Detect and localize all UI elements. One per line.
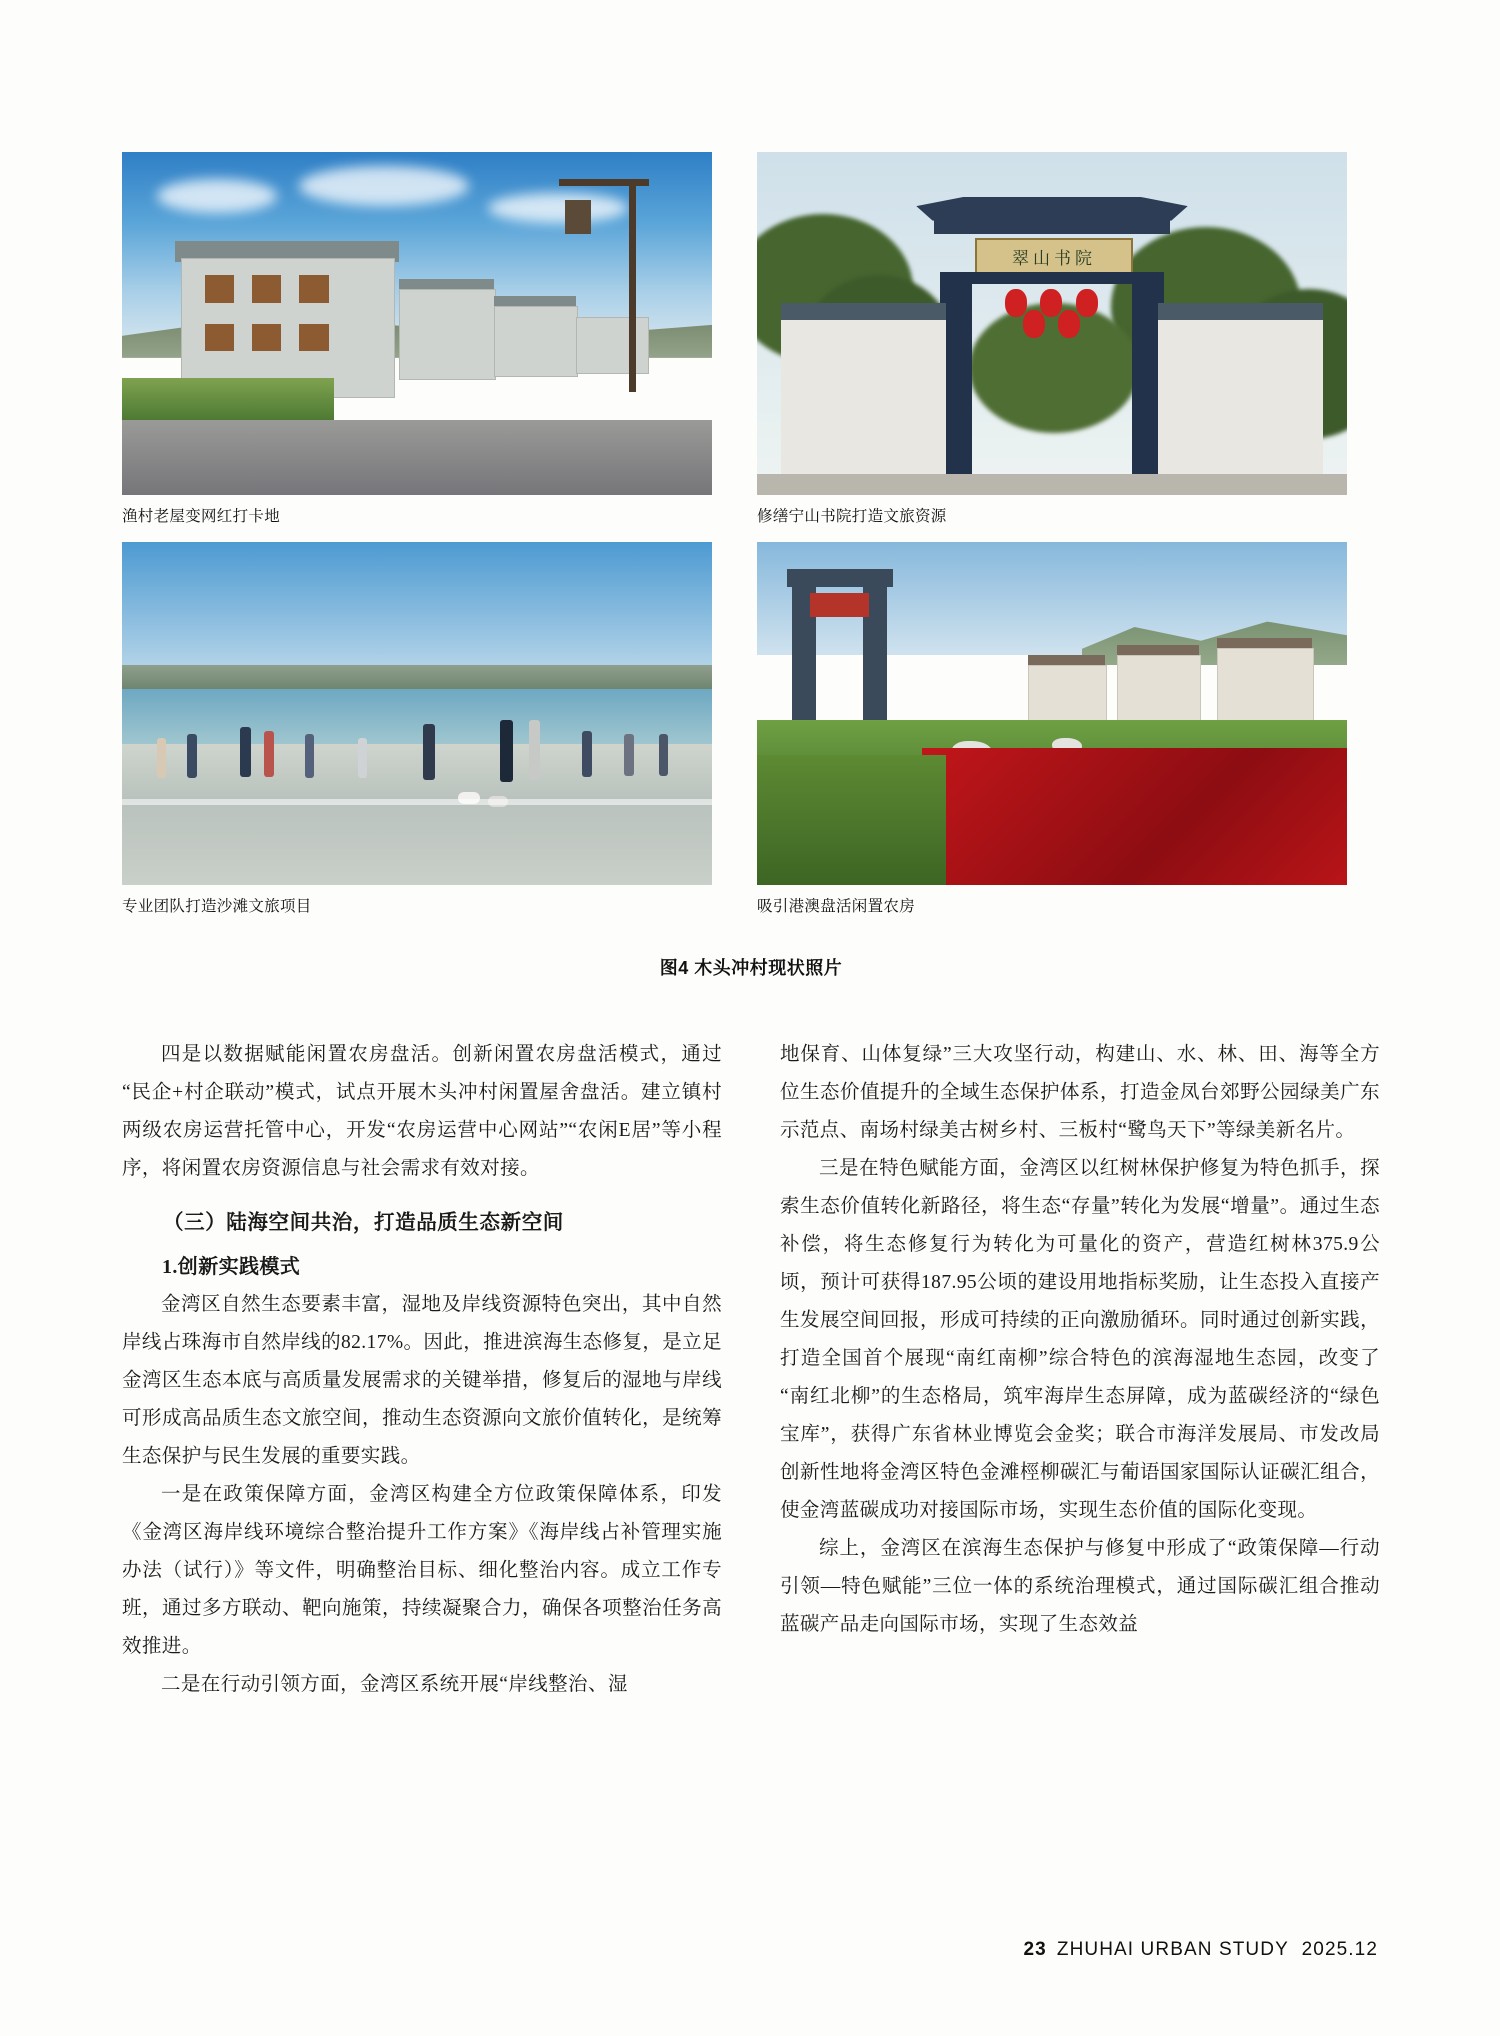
text-columns <box>122 1036 1380 1704</box>
section-heading: （三）陆海空间共治，打造品质生态新空间 <box>163 1212 564 1234</box>
paragraph: 综上，金湾区在滨海生态保护与修复中形成了“政策保障—行动引领—特色赋能”三位一体的系统治理模式，通过国际碳汇组合推动蓝碳产品走向国际市场，实现了生态效益 <box>780 1538 1380 1635</box>
paragraph: 一是在政策保障方面，金湾区构建全方位政策保障体系，印发《金湾区海岸线环境综合整治提升工作方案》《海岸线占补管理实施办法（试行）》等文件，明确整治目标、细化整治内容。成立工作专班，通过多方联动、靶向施策，持续凝聚合力，确保各项整治任务高效推进。 <box>122 1484 722 1657</box>
paragraph: 金湾区自然生态要素丰富，湿地及岸线资源特色突出，其中自然岸线占珠海市自然岸线的82.17%。因此，推进滨海生态修复，是立足金湾区生态本底与高质量发展需求的关键举措，修复后的湿地与岸线可形成高品质生态文旅空间，推动生态资源向文旅价值转化，是统筹生态保护与民生发展的重要实践。 <box>122 1294 722 1467</box>
page-number: 23 <box>1023 1939 1047 1960</box>
column-left <box>122 1036 722 1704</box>
paragraph: 三是在特色赋能方面，金湾区以红树林保护修复为特色抓手，探索生态价值转化新路径，将生态“存量”转化为发展“增量”。通过生态补偿，将生态修复行为转化为可量化的资产，营造红树林375.9公顷，预计可获得187.95公顷的建设用地指标奖励，让生态投入直接产生发展空间回报，形成可持续的正向激励循环。同时通过创新实践，打造全国首个展现“南红南柳”综合特色的滨海湿地生态园，改变了“南红北柳”的生态格局，筑牢海岸生态屏障，成为蓝碳经济的“绿色宝库”，获得广东省林业博览会金奖；联合市海洋发展局、市发改局创新性地将金湾区特色金滩桱柳碳汇与葡语国家国际认证碳汇组合，使金湾蓝碳成功对接国际市场，实现生态价值的国际化变现。 <box>780 1158 1380 1521</box>
column-right <box>780 1036 1380 1704</box>
photo-beach-tourism <box>122 542 712 885</box>
figure-cell-4 <box>757 542 1347 932</box>
figure-cell-1 <box>122 152 712 542</box>
paragraph: 四是以数据赋能闲置农房盘活。创新闲置农房盘活模式，通过“民企+村企联动”模式，试点开展木头冲村闲置屋舍盘活。建立镇村两级农房运营托管中心，开发“农房运营中心网站”“农闲E居”等小程序，将闲置农房资源信息与社会需求有效对接。 <box>122 1044 722 1179</box>
paragraph: 地保育、山体复绿”三大攻坚行动，构建山、水、林、田、海等全方位生态价值提升的全域生态保护体系，打造金凤台郊野公园绿美广东示范点、南场村绿美古树乡村、三板村“鹭鸟天下”等绿美新名片。 <box>780 1044 1380 1141</box>
figure-caption-3: 专业团队打造沙滩文旅项目 <box>122 898 312 915</box>
photo-idle-farmhouse <box>757 542 1347 885</box>
figure-caption-4: 吸引港澳盘活闲置农房 <box>757 898 916 915</box>
figure-cell-2 <box>757 152 1347 542</box>
figure-row-top <box>122 152 1380 542</box>
journal-name: ZHUHAI URBAN STUDY <box>1056 1939 1289 1960</box>
photo-ningshan-academy: 翠山书院 <box>757 152 1347 495</box>
page-footer <box>1024 1939 1378 1961</box>
figure-caption-1: 渔村老屋变网红打卡地 <box>122 508 281 525</box>
figure-block <box>122 152 1380 980</box>
paragraph: 二是在行动引领方面，金湾区系统开展“岸线整治、湿 <box>161 1674 628 1695</box>
subsection-heading: 1.创新实践模式 <box>162 1256 301 1278</box>
figure-cell-3 <box>122 542 712 932</box>
figure-row-bottom <box>122 542 1380 932</box>
figure-caption-2: 修缮宁山书院打造文旅资源 <box>757 508 947 525</box>
issue-date: 2025.12 <box>1301 1939 1378 1960</box>
photo-village-houses <box>122 152 712 495</box>
figure-title: 图4 木头冲村现状照片 <box>659 958 843 978</box>
